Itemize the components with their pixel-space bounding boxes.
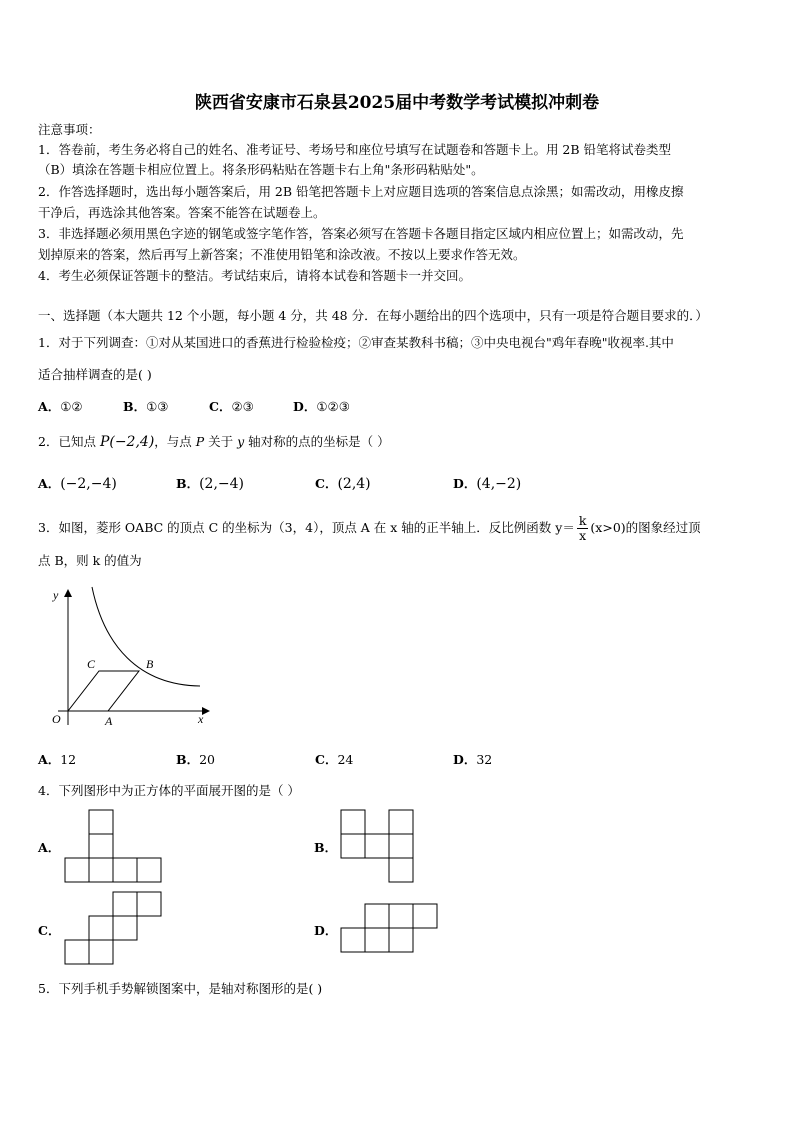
q1-stem: 1．对于下列调查：①对从某国进口的香蕉进行检验检疫；②审查某教科书稿；③中央电视台"鸡年春晚"收视率.其中	[38, 335, 674, 350]
q4-net-b	[340, 809, 416, 885]
q3-option-b: B．20	[176, 752, 215, 767]
point-b-label: B	[146, 657, 154, 671]
q4-net-c	[64, 891, 164, 967]
q1-stem-2: 适合抽样调查的是( )	[38, 367, 152, 382]
rhombus-oabc	[68, 671, 139, 711]
q5-stem: 5．下列手机手势解锁图案中，是轴对称图形的是( )	[38, 981, 323, 996]
q2-option-b: B．(2,−4)	[176, 476, 244, 492]
q4-option-c-label: C．	[38, 923, 61, 938]
page-title: 陕西省安康市石泉县2025届中考数学考试模拟冲刺卷	[194, 93, 600, 113]
q4-option-a-label: A．	[38, 840, 61, 855]
notice-line: 3．非选择题必须用黑色字迹的钢笔或签字笔作答，答案必须写在答题卡各题目指定区域内相应位置上；如需改动，先	[38, 226, 684, 241]
notice-line: 2．作答选择题时，选出每小题答案后，用 2B 铅笔把答题卡上对应题目选项的答案信息点涂黑；如需改动，用橡皮擦	[38, 184, 684, 199]
q1-option-a: A．①②	[38, 399, 83, 414]
q4-option-b-label: B．	[314, 840, 338, 855]
point-a-label: A	[105, 714, 113, 728]
q2-option-a: A．(−2,−4)	[38, 476, 117, 492]
x-axis-label: x	[198, 712, 204, 726]
q4-net-d	[340, 903, 440, 955]
notice-line: （B）填涂在答题卡相应位置上。将条形码粘贴在答题卡右上角"条形码粘贴处"。	[38, 162, 484, 177]
q1-option-d: D．①②③	[293, 399, 350, 414]
rhombus-figure	[48, 585, 218, 735]
q3-option-d: D．32	[453, 752, 493, 767]
notice-line: 划掉原来的答案，然后再写上新答案；不准使用铅笔和涂改液。不按以上要求作答无效。	[38, 247, 526, 262]
notice-heading: 注意事项：	[38, 122, 101, 137]
fraction-numerator: k	[578, 513, 587, 528]
notice-line: 干净后，再选涂其他答案。答案不能答在试题卷上。	[38, 205, 326, 220]
q3-option-c: C．24	[315, 752, 354, 767]
q2-option-d: D．(4,−2)	[453, 476, 522, 492]
y-axis-label: y	[53, 588, 59, 602]
q4-option-d-label: D．	[314, 923, 338, 938]
q2-stem: 2．已知点 P(−2,4)，与点 P 关于 y 轴对称的点的坐标是（ ）	[38, 434, 390, 450]
q3-stem: 3．如图，菱形 OABC 的顶点 C 的坐标为（3，4），顶点 A 在 x 轴的正半轴上．反比例函数 y＝ $\frac{k}{x}$ (x>0)的图象经过顶	[38, 513, 701, 543]
q1-option-c: C．②③	[209, 399, 254, 414]
origin-label: O	[52, 712, 61, 726]
q3-option-a: A．12	[38, 752, 77, 767]
q2-option-c: C．(2,4)	[315, 476, 371, 492]
notice-line: 4．考生必须保证答题卡的整洁。考试结束后，请将本试卷和答题卡一并交回。	[38, 268, 471, 283]
q4-stem: 4．下列图形中为正方体的平面展开图的是（ ）	[38, 783, 300, 798]
q1-option-b: B．①③	[123, 399, 169, 414]
notice-line: 1．答卷前，考生务必将自己的姓名、准考证号、考场号和座位号填写在试题卷和答题卡上。用 2B 铅笔将试卷类型	[38, 142, 672, 157]
q3-stem-2: 点 B，则 k 的值为	[38, 553, 142, 568]
q4-net-a	[64, 809, 164, 885]
fraction-denominator: x	[579, 528, 587, 543]
point-c-label: C	[87, 657, 96, 671]
section-heading: 一、选择题（本大题共 12 个小题，每小题 4 分，共 48 分．在每小题给出的四个选项中，只有一项是符合题目要求的．）	[38, 308, 708, 323]
